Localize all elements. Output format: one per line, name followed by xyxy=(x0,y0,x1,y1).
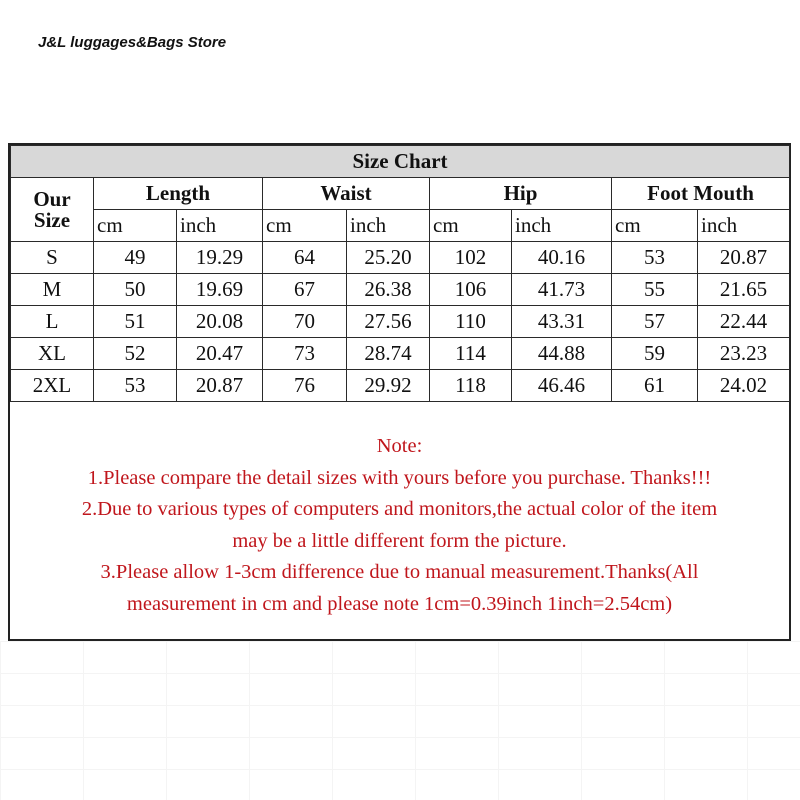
measurement-cell: 26.38 xyxy=(347,274,430,306)
size-chart-sheet xyxy=(8,143,791,641)
measurement-cell: 44.88 xyxy=(512,338,612,370)
group-header-hip: Hip xyxy=(430,178,612,210)
size-chart-body xyxy=(11,146,790,402)
unit-header: inch xyxy=(698,210,790,242)
measurement-cell: 29.92 xyxy=(347,370,430,402)
measurement-cell: 70 xyxy=(263,306,347,338)
our-size-label-line2: Size xyxy=(33,207,71,232)
measurement-cell: 40.16 xyxy=(512,242,612,274)
size-label-cell: XL xyxy=(11,338,94,370)
note-line: 1.Please compare the detail sizes with yours before you purchase. Thanks!!! xyxy=(87,466,712,489)
measurement-cell: 61 xyxy=(612,370,698,402)
measurement-cell: 59 xyxy=(612,338,698,370)
unit-header: inch xyxy=(512,210,612,242)
measurement-cell: 55 xyxy=(612,274,698,306)
group-header-row xyxy=(11,178,790,210)
measurement-cell: 76 xyxy=(263,370,347,402)
our-size-header xyxy=(11,178,94,242)
size-label-cell: L xyxy=(11,306,94,338)
group-header-waist: Waist xyxy=(263,178,430,210)
measurement-cell: 46.46 xyxy=(512,370,612,402)
measurement-cell: 20.87 xyxy=(698,242,790,274)
measurement-cell: 20.47 xyxy=(177,338,263,370)
unit-header: cm xyxy=(430,210,512,242)
measurement-cell: 27.56 xyxy=(347,306,430,338)
measurement-cell: 28.74 xyxy=(347,338,430,370)
unit-header: cm xyxy=(612,210,698,242)
measurement-cell: 21.65 xyxy=(698,274,790,306)
size-row xyxy=(11,370,790,402)
group-header-foot-mouth: Foot Mouth xyxy=(612,178,790,210)
measurement-cell: 50 xyxy=(94,274,177,306)
note-line: may be a little different form the picture. xyxy=(232,529,567,552)
measurement-cell: 102 xyxy=(430,242,512,274)
measurement-cell: 64 xyxy=(263,242,347,274)
measurement-cell: 49 xyxy=(94,242,177,274)
size-label-cell: 2XL xyxy=(11,370,94,402)
measurement-cell: 106 xyxy=(430,274,512,306)
measurement-cell: 20.87 xyxy=(177,370,263,402)
measurement-cell: 25.20 xyxy=(347,242,430,274)
measurement-cell: 53 xyxy=(94,370,177,402)
size-label-cell: M xyxy=(11,274,94,306)
note-heading: Note: xyxy=(376,435,423,457)
measurement-cell: 73 xyxy=(263,338,347,370)
group-header-length: Length xyxy=(94,178,263,210)
size-row xyxy=(11,242,790,274)
size-chart-table xyxy=(10,145,790,402)
measurement-cell: 41.73 xyxy=(512,274,612,306)
measurement-cell: 51 xyxy=(94,306,177,338)
store-name: J&L luggages&Bags Store xyxy=(38,34,227,51)
our-size-label-line1: Our xyxy=(33,186,71,211)
title-row xyxy=(11,146,790,178)
measurement-cell: 43.31 xyxy=(512,306,612,338)
measurement-cell: 57 xyxy=(612,306,698,338)
size-row xyxy=(11,306,790,338)
measurement-cell: 23.23 xyxy=(698,338,790,370)
unit-header: inch xyxy=(347,210,430,242)
size-label-cell: S xyxy=(11,242,94,274)
measurement-cell: 24.02 xyxy=(698,370,790,402)
measurement-cell: 52 xyxy=(94,338,177,370)
measurement-cell: 19.29 xyxy=(177,242,263,274)
size-row xyxy=(11,274,790,306)
unit-header: cm xyxy=(94,210,177,242)
note-line: measurement in cm and please note 1cm=0.39inch 1inch=2.54cm) xyxy=(126,592,673,615)
spreadsheet-gridlines xyxy=(0,641,800,800)
measurement-cell: 53 xyxy=(612,242,698,274)
measurement-cell: 67 xyxy=(263,274,347,306)
measurement-cell: 110 xyxy=(430,306,512,338)
unit-header-row xyxy=(11,210,790,242)
measurement-cell: 118 xyxy=(430,370,512,402)
size-chart-title: Size Chart xyxy=(11,146,790,178)
notes-block xyxy=(10,431,789,620)
measurement-cell: 114 xyxy=(430,338,512,370)
unit-header: inch xyxy=(177,210,263,242)
unit-header: cm xyxy=(263,210,347,242)
measurement-cell: 20.08 xyxy=(177,306,263,338)
size-row xyxy=(11,338,790,370)
measurement-cell: 19.69 xyxy=(177,274,263,306)
measurement-cell: 22.44 xyxy=(698,306,790,338)
note-line: 2.Due to various types of computers and monitors,the actual color of the item xyxy=(81,498,718,520)
note-line: 3.Please allow 1-3cm difference due to manual measurement.Thanks(All xyxy=(100,561,699,583)
